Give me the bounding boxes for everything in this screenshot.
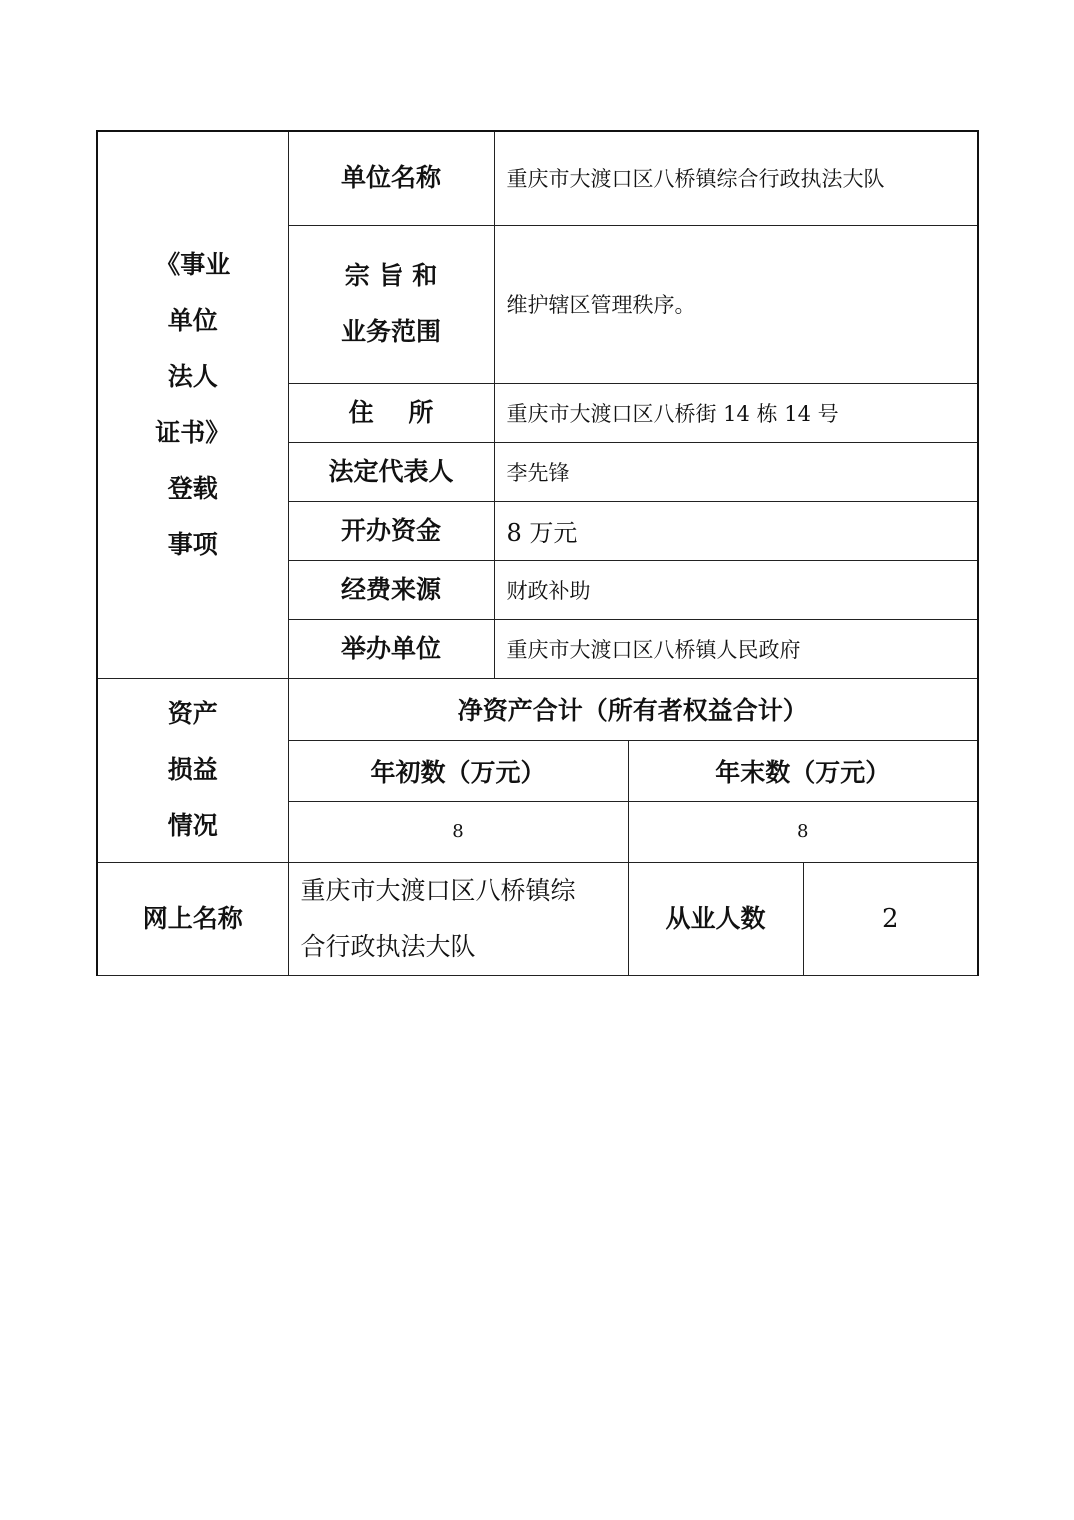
staff-count-label: 从业人数 (628, 862, 803, 975)
row-online-name (97, 862, 978, 975)
sponsor-value: 重庆市大渡口区八桥镇人民政府 (494, 619, 978, 678)
assets-title-line: 损益 (167, 755, 218, 784)
assets-title-line: 情况 (167, 811, 218, 840)
purpose-scope-value: 维护辖区管理秩序。 (494, 225, 978, 383)
end-year-value: 8 (628, 801, 978, 862)
online-name-line: 重庆市大渡口区八桥镇综 (300, 875, 576, 905)
purpose-scope-label-line: 业务范围 (340, 317, 441, 346)
unit-name-label (288, 131, 494, 225)
capital-value: 8 万元 (494, 501, 978, 560)
end-year-label: 年末数（万元） (628, 740, 978, 801)
legal-rep-value: 李先锋 (494, 442, 978, 501)
section-title-line: 事项 (167, 529, 218, 559)
section-title-line: 证书》 (155, 417, 231, 447)
staff-count-value: 2 (803, 862, 978, 975)
row-assets-header (97, 678, 978, 740)
registration-form-table (96, 130, 979, 976)
legal-rep-label (288, 442, 494, 501)
section-title-line: 法人 (167, 361, 218, 391)
online-name-label: 网上名称 (97, 862, 288, 975)
registration-section-title (97, 131, 288, 678)
purpose-scope-label-line: 宗 旨 和 (344, 261, 438, 290)
online-name-line: 合行政执法大队 (300, 931, 476, 961)
address-value: 重庆市大渡口区八桥街 14 栋 14 号 (494, 383, 978, 442)
begin-year-label: 年初数（万元） (288, 740, 628, 801)
sponsor-label (288, 619, 494, 678)
assets-title-line: 资产 (167, 699, 218, 728)
funding-source-value: 财政补助 (494, 560, 978, 619)
unit-name-label-text: 单位名称 (340, 163, 441, 193)
capital-label (288, 501, 494, 560)
sponsor-label-text: 举办单位 (340, 633, 441, 663)
purpose-scope-label (288, 225, 494, 383)
legal-rep-label-text: 法定代表人 (328, 456, 454, 486)
assets-section-title (97, 678, 288, 862)
funding-source-label-text: 经费来源 (340, 574, 441, 604)
begin-year-value: 8 (288, 801, 628, 862)
net-assets-header: 净资产合计（所有者权益合计） (288, 678, 978, 740)
address-label-text: 住 所 (348, 397, 434, 427)
address-label (288, 383, 494, 442)
section-title-line: 登载 (167, 473, 218, 503)
online-name-value (288, 862, 628, 975)
capital-label-text: 开办资金 (340, 515, 441, 545)
row-unit-name (97, 131, 978, 225)
unit-name-value: 重庆市大渡口区八桥镇综合行政执法大队 (494, 131, 978, 225)
section-title-line: 单位 (167, 305, 218, 335)
section-title-line: 《事业 (155, 249, 231, 279)
funding-source-label (288, 560, 494, 619)
